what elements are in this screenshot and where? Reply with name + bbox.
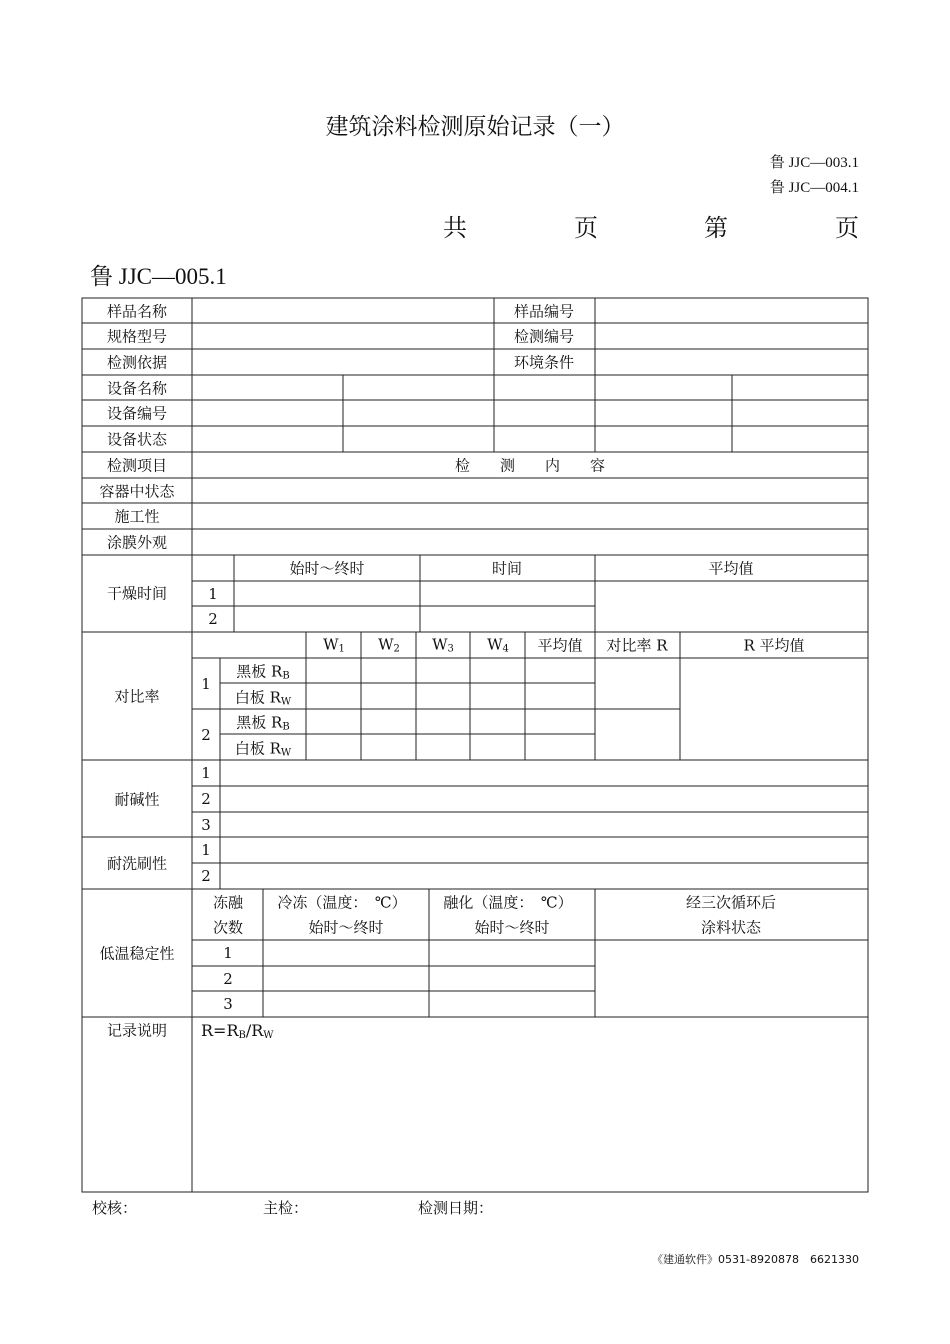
contrast-group-index: 2: [201, 726, 211, 744]
signature-main-label: 主检：: [263, 1199, 309, 1217]
label-alkali-resistance: 耐碱性: [114, 790, 160, 809]
form-code-1: 鲁 JJC—003.1: [769, 155, 859, 171]
contrast-header-average: 平均值: [537, 636, 583, 655]
scrub-row-index: 2: [201, 867, 211, 885]
contrast-group-index: 1: [201, 675, 211, 693]
drying-header-start-end: 始时～终时: [289, 559, 365, 578]
label-device-no: 设备编号: [106, 404, 168, 423]
lowtemp-row-index: 3: [223, 995, 233, 1013]
label-film-appearance: 涂膜外观: [106, 533, 168, 552]
drying-row-index: 2: [208, 610, 218, 628]
signature-review-label: 校核：: [92, 1199, 138, 1217]
label-sample-name: 样品名称: [106, 302, 168, 321]
contrast-header-w2: $W_2$: [378, 635, 400, 655]
label-test-content: 检 测 内 容: [454, 456, 606, 475]
label-device-name: 设备名称: [106, 379, 168, 398]
label-record-notes: 记录说明: [106, 1021, 168, 1040]
contrast-white-board: 白板 $R_W$: [234, 688, 292, 708]
page-total-label: 共: [443, 214, 467, 242]
label-low-temp-stability: 低温稳定性: [99, 944, 175, 963]
drying-header-time: 时间: [491, 559, 523, 578]
lowtemp-row-index: 1: [223, 944, 233, 962]
lowtemp-header-thaw-time: 始时～终时: [474, 918, 550, 937]
label-spec-model: 规格型号: [106, 327, 168, 346]
lowtemp-header-freeze-time: 始时～终时: [308, 918, 384, 937]
form-code-2: 鲁 JJC—004.1: [769, 180, 859, 196]
lowtemp-header-freeze: 冷冻（温度： ℃）: [277, 893, 407, 912]
form-code-3: 鲁 JJC—005.1: [90, 264, 227, 289]
label-drying-time: 干燥时间: [106, 584, 168, 603]
label-test-basis: 检测依据: [106, 353, 168, 372]
label-test-no: 检测编号: [513, 327, 575, 346]
label-container-state: 容器中状态: [99, 482, 175, 501]
software-footer: 《建通软件》0531-8920878 6621330: [652, 1253, 859, 1266]
test-date-label: 检测日期：: [418, 1199, 494, 1217]
contrast-header-w3: $W_3$: [432, 635, 454, 655]
label-sample-no: 样品编号: [513, 302, 575, 321]
contrast-black-board: 黑板 $R_B$: [236, 662, 290, 682]
label-workability: 施工性: [114, 507, 160, 526]
table-border: [82, 298, 868, 1192]
contrast-header-w4: $W_4$: [487, 635, 509, 655]
lowtemp-header-cycle-1: 冻融: [212, 893, 244, 912]
alkali-row-index: 3: [201, 816, 211, 834]
drying-row-index: 1: [208, 585, 218, 603]
alkali-row-index: 2: [201, 790, 211, 808]
contrast-white-board: 白板 $R_W$: [234, 739, 292, 759]
page-no-label: 第: [704, 214, 728, 242]
lowtemp-row-index: 2: [223, 970, 233, 988]
lowtemp-header-cycle-2: 次数: [212, 918, 244, 937]
label-contrast-ratio: 对比率: [114, 687, 160, 706]
scrub-row-index: 1: [201, 841, 211, 859]
contrast-black-board: 黑板 $R_B$: [236, 713, 290, 733]
lowtemp-header-after-1: 经三次循环后: [685, 893, 777, 912]
page-unit-label: 页: [574, 214, 598, 242]
label-scrub-resistance: 耐洗刷性: [106, 854, 168, 873]
label-test-item: 检测项目: [106, 456, 168, 475]
contrast-header-r-average: R 平均值: [743, 636, 805, 655]
lowtemp-header-thaw: 融化（温度： ℃）: [443, 893, 573, 912]
contrast-header-w1: $W_1$: [323, 635, 345, 655]
lowtemp-header-after-2: 涂料状态: [700, 918, 762, 937]
label-environment: 环境条件: [513, 353, 575, 372]
page-unit-label-2: 页: [835, 214, 859, 242]
contrast-formula: $R=R_B/R_W$: [201, 1021, 274, 1041]
label-device-state: 设备状态: [106, 430, 168, 449]
alkali-row-index: 1: [201, 764, 211, 782]
page-title: 建筑涂料检测原始记录（一）: [325, 114, 625, 140]
contrast-header-ratio: 对比率 R: [606, 636, 668, 655]
drying-header-average: 平均值: [708, 559, 754, 578]
